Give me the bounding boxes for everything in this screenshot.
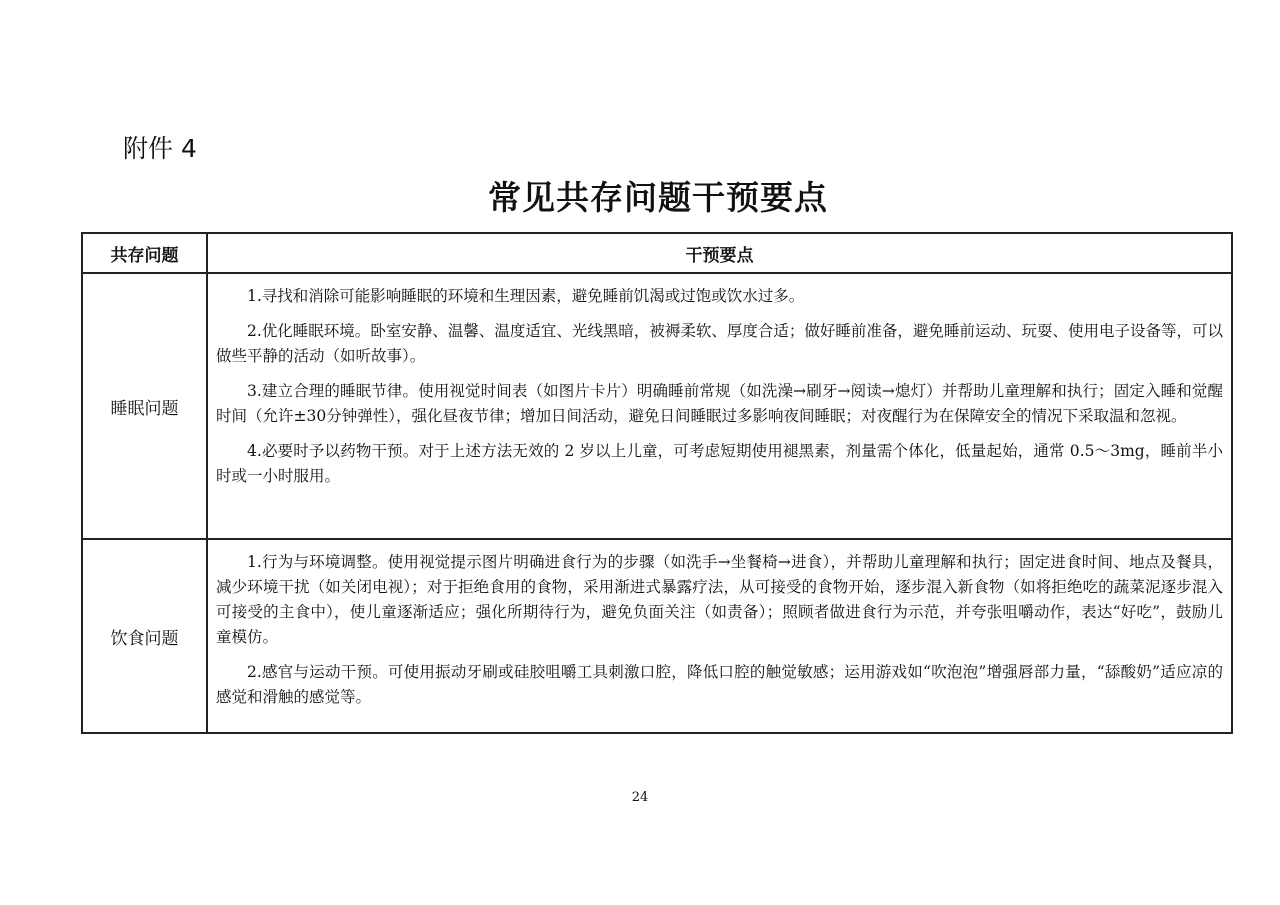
intervention-table [81, 232, 1233, 734]
category-food: 饮食问题 [82, 539, 207, 733]
food-points [207, 539, 1232, 733]
table-row-sleep [82, 273, 1232, 539]
page-number: 24 [631, 790, 649, 805]
header-points: 干预要点 [207, 233, 1232, 273]
table-header-row [82, 233, 1232, 273]
document-title: 常见共存问题干预要点 [488, 178, 828, 217]
header-problem: 共存问题 [82, 233, 207, 273]
category-sleep: 睡眠问题 [82, 273, 207, 539]
sleep-point-1: 1.寻找和消除可能影响睡眠的环境和生理因素，避免睡前饥渴或过饱或饮水过多。 [247, 287, 805, 305]
sleep-point-2: 2.优化睡眠环境。卧室安静、温馨、温度适宜、光线黑暗，被褥柔软、厚度合适；做好睡前准备，避免睡前运动、玩耍、使用电子设备等，可以做些平静的活动（如听故事）。 [216, 322, 1223, 365]
table-row-food [82, 539, 1232, 733]
attachment-label: 附件 4 [123, 134, 197, 163]
food-point-2: 2.感官与运动干预。可使用振动牙刷或硅胶咀嚼工具刺激口腔，降低口腔的触觉敏感；运用游戏如“吹泡泡”增强唇部力量，“舔酸奶”适应凉的感觉和滑触的感觉等。 [216, 663, 1223, 706]
sleep-points [207, 273, 1232, 539]
sleep-point-3: 3.建立合理的睡眠节律。使用视觉时间表（如图片卡片）明确睡前常规（如洗澡→刷牙→阅读→熄灯）并帮助儿童理解和执行；固定入睡和觉醒时间（允许±30分钟弹性），强化昼夜节律；增加日间活动，避免日间睡眠过多影响夜间睡眠；对夜醒行为在保障安全的情况下采取温和忽视。 [216, 382, 1223, 425]
sleep-point-4: 4.必要时予以药物干预。对于上述方法无效的 2 岁以上儿童，可考虑短期使用褪黑素，剂量需个体化，低量起始，通常 0.5～3mg，睡前半小时或一小时服用。 [216, 442, 1223, 485]
food-point-1: 1.行为与环境调整。使用视觉提示图片明确进食行为的步骤（如洗手→坐餐椅→进食），并帮助儿童理解和执行；固定进食时间、地点及餐具，减少环境干扰（如关闭电视）；对于拒绝食用的食物，采用渐进式暴露疗法，从可接受的食物开始，逐步混入新食物（如将拒绝吃的蔬菜泥逐步混入可接受的主食中），使儿童逐渐适应；强化所期待行为，避免负面关注（如责备）；照顾者做进食行为示范，并夸张咀嚼动作，表达“好吃”，鼓励儿童模仿。 [216, 553, 1223, 646]
